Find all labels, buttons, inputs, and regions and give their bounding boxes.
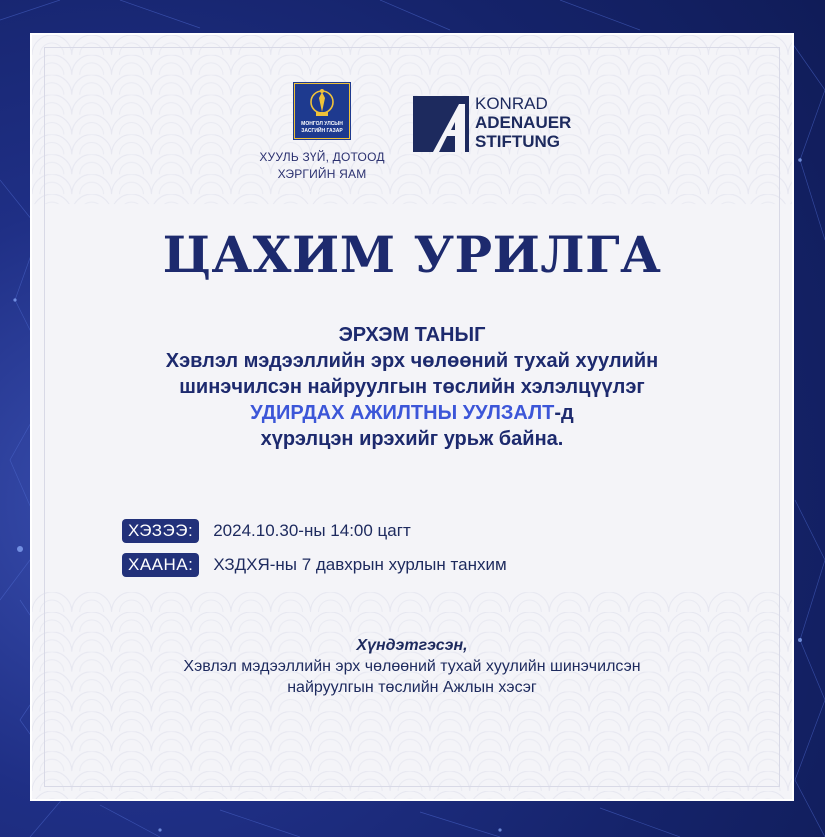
- where-row: [122, 553, 507, 577]
- ministry-caption-line2: ХЭРГИЙН ЯАМ: [277, 167, 367, 181]
- kas-wordmark: [475, 94, 571, 151]
- invite-line2: Хэвлэл мэдээллийн эрх чөлөөний тухай хуулийн: [165, 350, 659, 372]
- emblem-caption-line1: МОНГОЛ УЛСЫН: [301, 121, 343, 127]
- ministry-emblem-logo: [293, 82, 351, 140]
- where-value: ХЗДХЯ-ны 7 давхрын хурлын танхим: [213, 555, 507, 574]
- page-title: ЦАХИМ УРИЛГА: [162, 225, 662, 284]
- invite-highlight: УДИРДАХ АЖИЛТНЫ УУЛЗАЛТ: [250, 402, 555, 424]
- ministry-caption-line1: ХУУЛЬ ЗҮЙ, ДОТООД: [259, 150, 385, 164]
- when-badge: ХЭЗЭЭ:: [122, 519, 199, 543]
- regards-line2: найруулгын төслийн Ажлын хэсэг: [287, 679, 537, 696]
- regards-line1: Хэвлэл мэдээллийн эрх чөлөөний тухай хуулийн шинэчилсэн: [183, 658, 641, 675]
- regards-heading: Хүндэтгэсэн,: [356, 637, 468, 654]
- invite-line5: хүрэлцэн ирэхийг урьж байна.: [260, 428, 564, 450]
- ministry-caption: [232, 149, 412, 183]
- invitation-text: [32, 322, 792, 452]
- invite-highlight-suffix: -д: [554, 402, 574, 424]
- regards-block: [32, 635, 792, 698]
- invite-line3: шинэчилсэн найруулгын төслийн хэлэлцүүлэг: [179, 376, 645, 398]
- invite-line1: ЭРХЭМ ТАНЫГ: [338, 324, 486, 346]
- kas-line1: KONRAD: [475, 94, 548, 113]
- where-badge: ХААНА:: [122, 553, 199, 577]
- when-value: 2024.10.30-ны 14:00 цагт: [213, 521, 411, 540]
- kas-a-icon: [413, 96, 469, 152]
- kas-line3: STIFTUNG: [475, 132, 560, 151]
- invite-line4: [32, 400, 792, 426]
- emblem-caption-line2: ЗАСГИЙН ГАЗАР: [301, 128, 343, 134]
- when-row: [122, 519, 411, 543]
- kas-line2: ADENAUER: [475, 113, 572, 132]
- invitation-card: [30, 33, 794, 801]
- kas-logo: [413, 95, 613, 155]
